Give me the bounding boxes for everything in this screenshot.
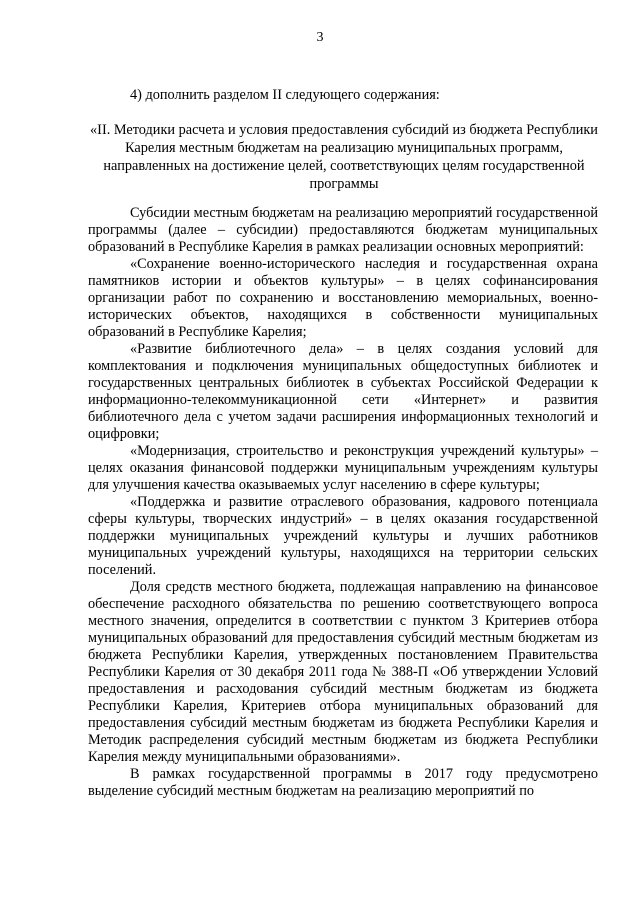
paragraph: «Сохранение военно-исторического наследия и государственная охрана памятников истории и объектов культуры» – в целях софинансирования организации работ по сохранению и восстановлению мемориальных, военно-исторических объектов, находящихся в собственности муниципальных образований в Республике Карелия; (88, 256, 598, 340)
paragraph: «Развитие библиотечного дела» – в целях создания условий для комплектования и подключения муниципальных общедоступных библиотек и государственных центральных библиотек в субъектах Российской Федерации к информационно-телекоммуникационной сети «Интернет» и развития библиотечного дела с учетом задачи расширения информационных технологий и оцифровки; (88, 341, 598, 442)
paragraph: «Поддержка и развитие отраслевого образования, кадрового потенциала сферы культуры, творческих индустрий» – в целях оказания государственной поддержки муниципальных учреждений культуры и лучших работников муниципальных учреждений культуры, находящихся на территории сельских поселений. (88, 494, 598, 578)
paragraph: «Модернизация, строительство и реконструкция учреждений культуры» – целях оказания финансовой поддержки муниципальным учреждениям культуры для улучшения качества оказываемых услуг населению в сфере культуры; (88, 443, 598, 493)
page-number: 3 (316, 30, 324, 45)
paragraph: Субсидии местным бюджетам на реализацию мероприятий государственной программы (далее – субсидии) предоставляются бюджетам муниципальных образований в Республике Карелия в рамках реализации основных мероприятий: (88, 205, 598, 255)
paragraph: В рамках государственной программы в 2017 году предусмотрено выделение субсидий местным бюджетам на реализацию мероприятий по (88, 766, 598, 799)
section-title: «II. Методики расчета и условия предоставления субсидий из бюджета Республики Карелия местным бюджетам на реализацию муниципальных программ, направленных на достижение целей, соответствующих целям государственной программы (90, 122, 598, 192)
paragraph: Доля средств местного бюджета, подлежащая направлению на финансовое обеспечение расходного обязательства по решению соответствующего вопроса местного значения, определится в соответствии с пунктом 3 Критериев отбора муниципальных образований для предоставления субсидий местным бюджетам из бюджета Республики Карелия, утвержденных постановлением Правительства Республики Карелия от 30 декабря 2011 года № 388-П «Об утверждении Условий предоставления и расходования субсидий местным бюджетам из бюджета Республики Карелия, Критериев отбора муниципальных образований для предоставления субсидий местным бюджетам из бюджета Республики Карелия и Методик распределения субсидий местным бюджетам из бюджета Республики Карелия между муниципальными образованиями». (88, 579, 598, 765)
document-body (88, 205, 598, 800)
amendment-intro: 4) дополнить разделом II следующего содержания: (130, 87, 440, 103)
